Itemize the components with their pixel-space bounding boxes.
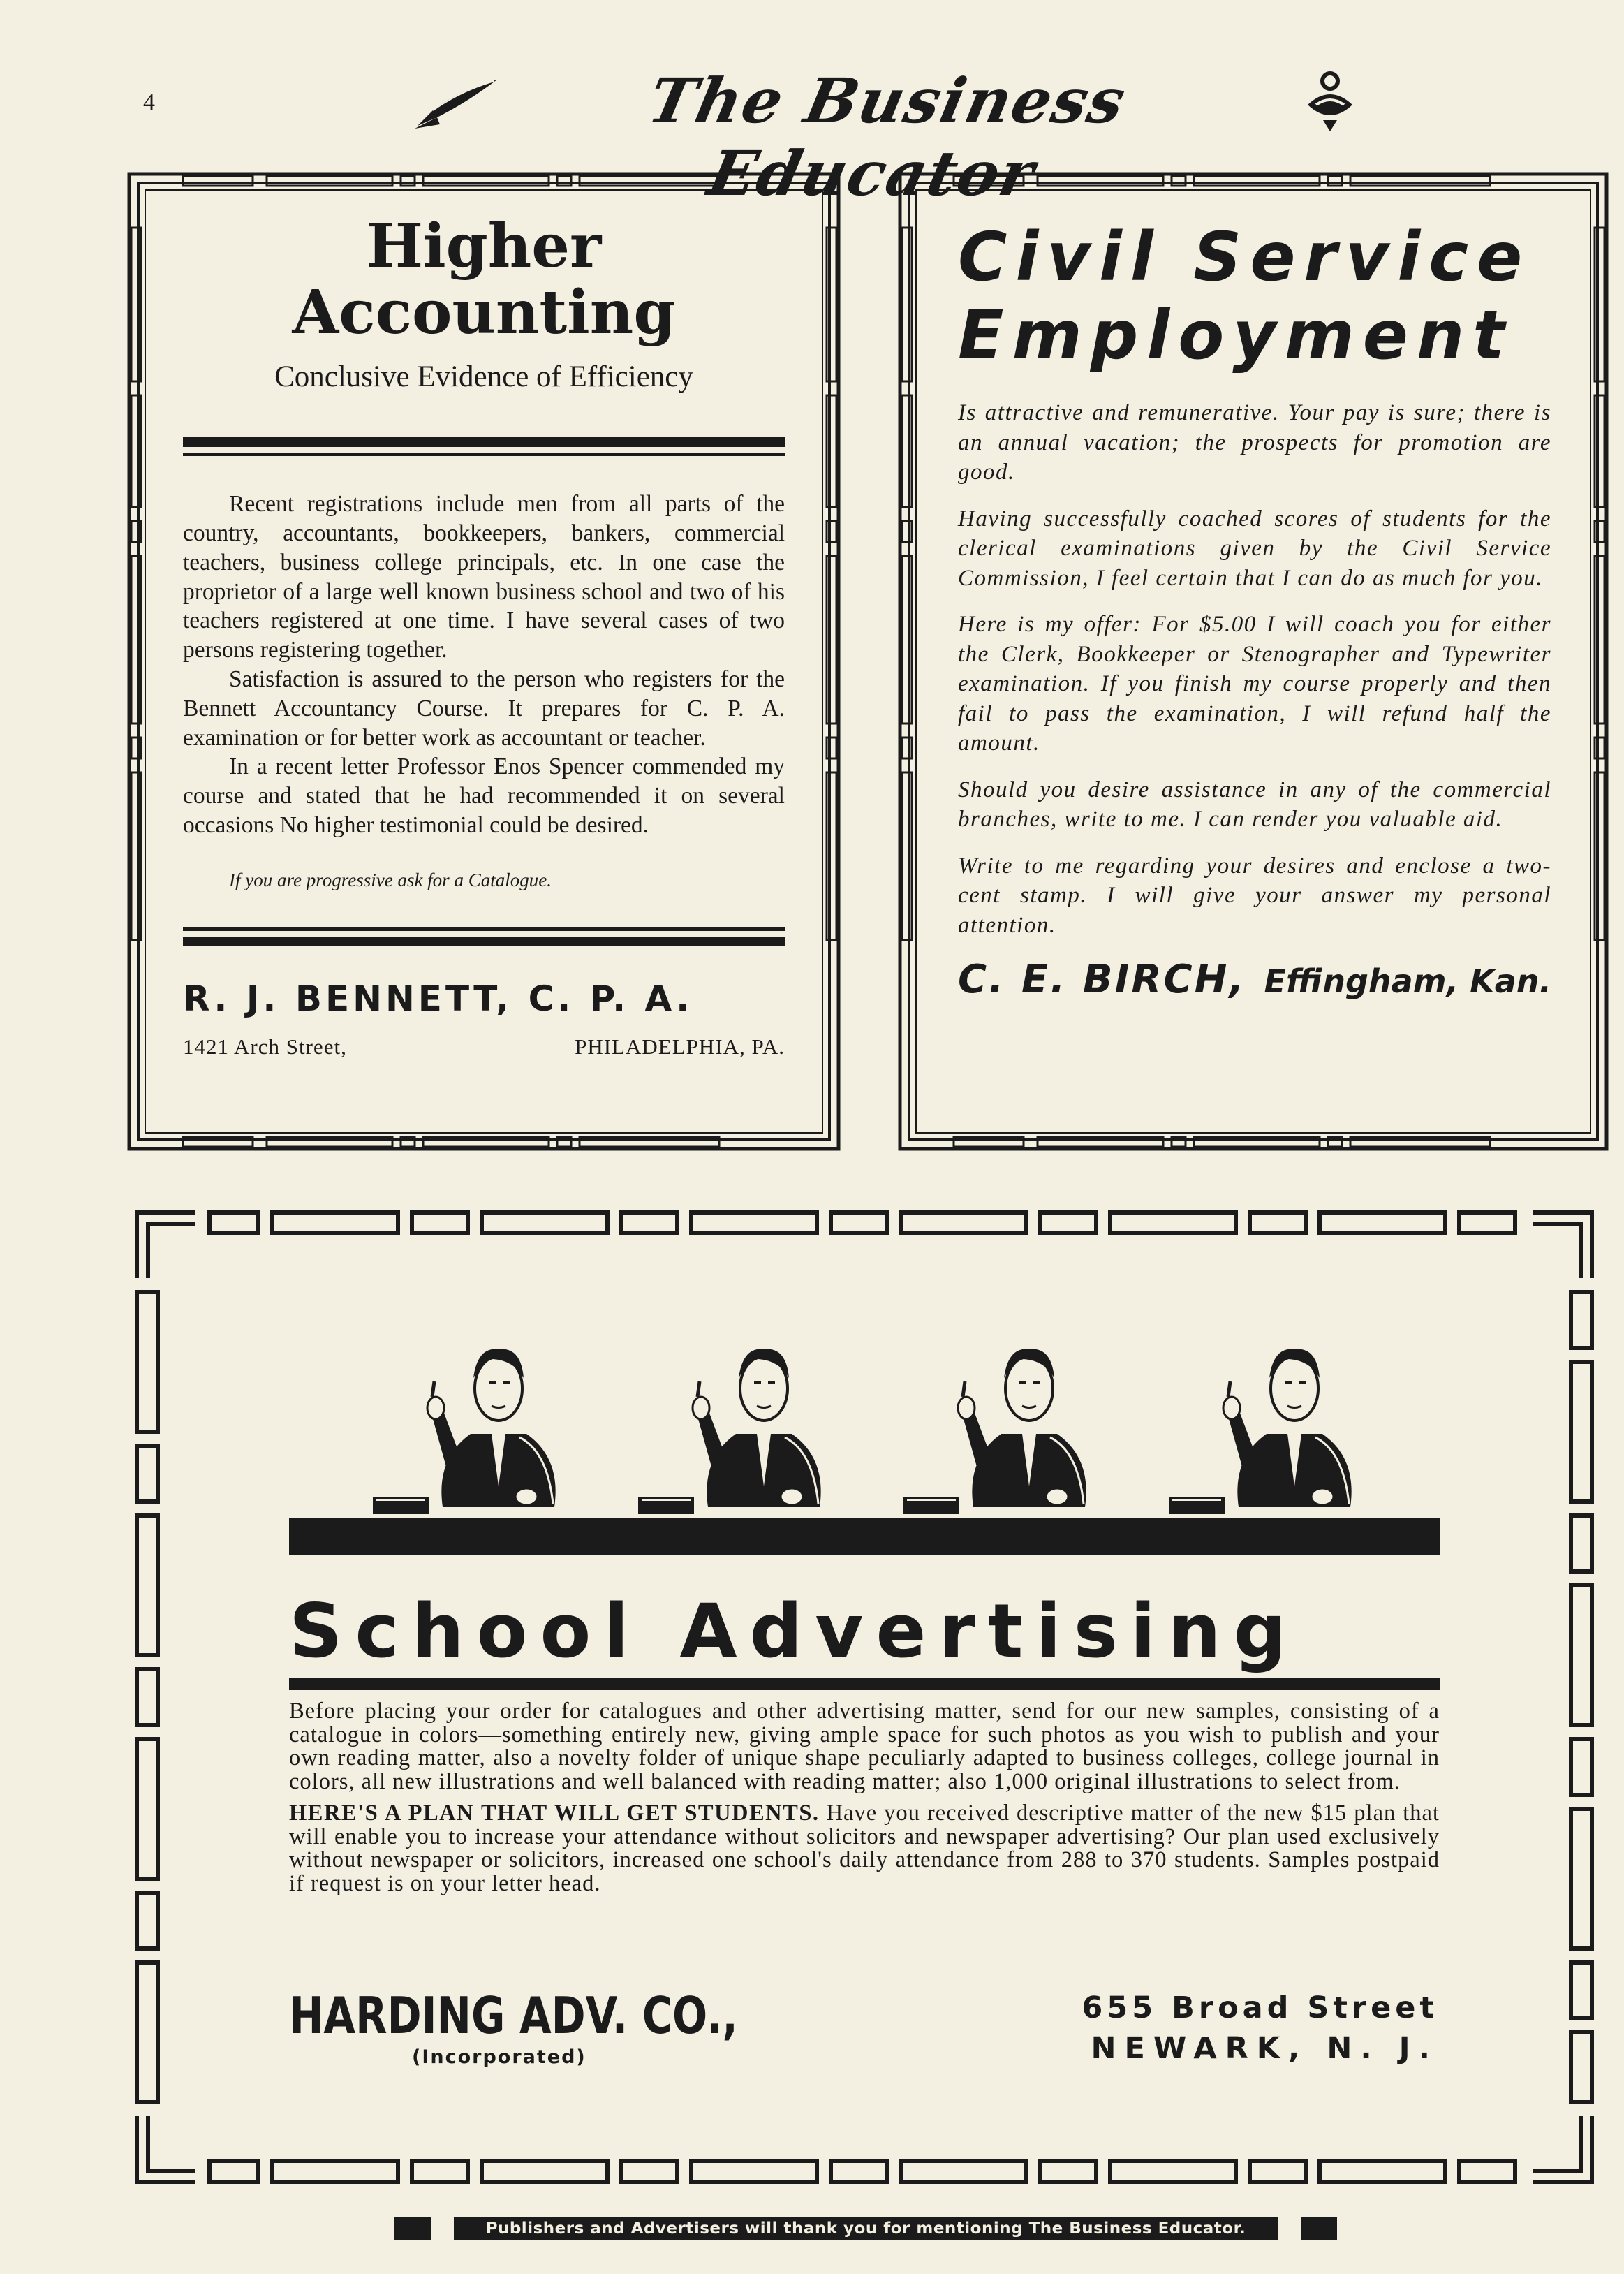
businessman-figure [1169, 1349, 1352, 1514]
harding-city: NEWARK, N. J. [1091, 2031, 1438, 2066]
birch-body [958, 398, 1551, 940]
footer-text: Publishers and Advertisers will thank you for mentioning The Business Educator. [454, 2217, 1278, 2240]
divider [289, 1678, 1440, 1690]
paragraph: Satisfaction is assured to the person who registers for the Bennett Accountancy Course. It prepares for C. P. A. examination or for better work as accountant or teacher. [183, 666, 785, 751]
businessman-figure [373, 1349, 556, 1514]
paragraph: Should you desire assistance in any of the commercial branches, write to me. I can render you valuable aid. [958, 777, 1551, 832]
ad-harding [133, 1208, 1596, 2186]
paragraph: Here is my offer: For $5.00 I will coach you for either the Clerk, Bookkeeper or Stenographer and Typewriter examination. If you finish my course properly and then fail to pass the examination, I will refund half the amount. [958, 612, 1551, 756]
ad-bennett [127, 172, 841, 1151]
paragraph: In a recent letter Professor Enos Spencer commended my course and stated that he had recommended it on several occasions No higher testimonial could be desired. [183, 754, 785, 838]
birch-signature [958, 957, 1551, 1002]
paragraph: Is attractive and remunerative. Your pay is sure; there is an annual vacation; the prospects for promotion are good. [958, 400, 1551, 485]
paragraph: Before placing your order for catalogues and other advertising matter, send for our new samples, consisting of a catalogue in colors—something entirely new, giving ample space for such photos as you wish to publish and your own reading matter, also a novelty folder of unique shape peculiarly adapted to business colleges, college journal in colors, all new illustrations and well balanced with reading matter; also 1,000 original illustrations to select from. [289, 1699, 1440, 1794]
harding-street: 655 Broad Street [1082, 1990, 1438, 2025]
businessman-figure [638, 1349, 821, 1514]
birch-name: C. E. BIRCH, [958, 957, 1246, 1002]
businessman-figure [903, 1349, 1086, 1514]
quill-pen-icon [412, 75, 503, 131]
footer-block [394, 2217, 431, 2240]
bennett-title: Higher Accounting [292, 211, 676, 348]
bennett-tagline: If you are progressive ask for a Catalogue. [229, 869, 552, 890]
bennett-name: R. J. BENNETT, C. P. A. [183, 978, 693, 1019]
plan-text: Have you received descriptive matter of the new $15 plan that will enable you to increase your attendance without solicitors and newspaper advertising? Our plan used exclusively without newspaper or solicitors, increased one school's daily attendance from 288 to 370 students. Samples postpaid if request is on your letter head. [289, 1800, 1440, 1896]
divider [183, 437, 785, 447]
footer [394, 2214, 1337, 2240]
harding-incorporated: (Incorporated) [412, 2046, 586, 2068]
bennett-body [183, 490, 785, 840]
ad-birch [898, 172, 1609, 1151]
plan-headline: HERE'S A PLAN THAT WILL GET STUDENTS. [289, 1800, 820, 1826]
birch-title-line1: Civil Service [958, 218, 1531, 296]
birch-title-line2: Employment [958, 296, 1514, 374]
page-number: 4 [143, 89, 155, 115]
bennett-subtitle: Conclusive Evidence of Efficiency [274, 360, 693, 394]
paragraph: Recent registrations include men from all parts of the country, accountants, bookkeepers, bankers, commercial teachers, business college principals, etc. In one case the proprietor of a large well known business school and two of his teachers registered at one time. I have several cases of two persons registering together. [183, 491, 785, 663]
harding-name: HARDING ADV. CO., [289, 1986, 738, 2045]
divider [183, 937, 785, 946]
harding-title: School Advertising [289, 1588, 1299, 1674]
divider [183, 927, 785, 931]
birch-town: Effingham, Kan. [1264, 962, 1551, 1000]
harding-body [289, 1700, 1440, 1904]
masthead-title: The Business Educator [642, 64, 1133, 210]
bennett-city: PHILADELPHIA, PA. [575, 1034, 785, 1059]
paragraph: Write to me regarding your desires and enclose a two-cent stamp. I will give your answer my personal attention. [958, 853, 1551, 938]
paragraph: Having successfully coached scores of students for the clerical examinations given by the Civil Service Commission, I feel certain that I can do as much for you. [958, 506, 1551, 591]
bennett-address [183, 1034, 785, 1059]
bennett-street: 1421 Arch Street, [183, 1034, 347, 1059]
divider [183, 453, 785, 456]
ornament-icon [1302, 70, 1358, 133]
footer-block [1301, 2217, 1337, 2240]
businessmen-illustration [289, 1331, 1440, 1569]
paragraph [289, 1802, 1440, 1895]
